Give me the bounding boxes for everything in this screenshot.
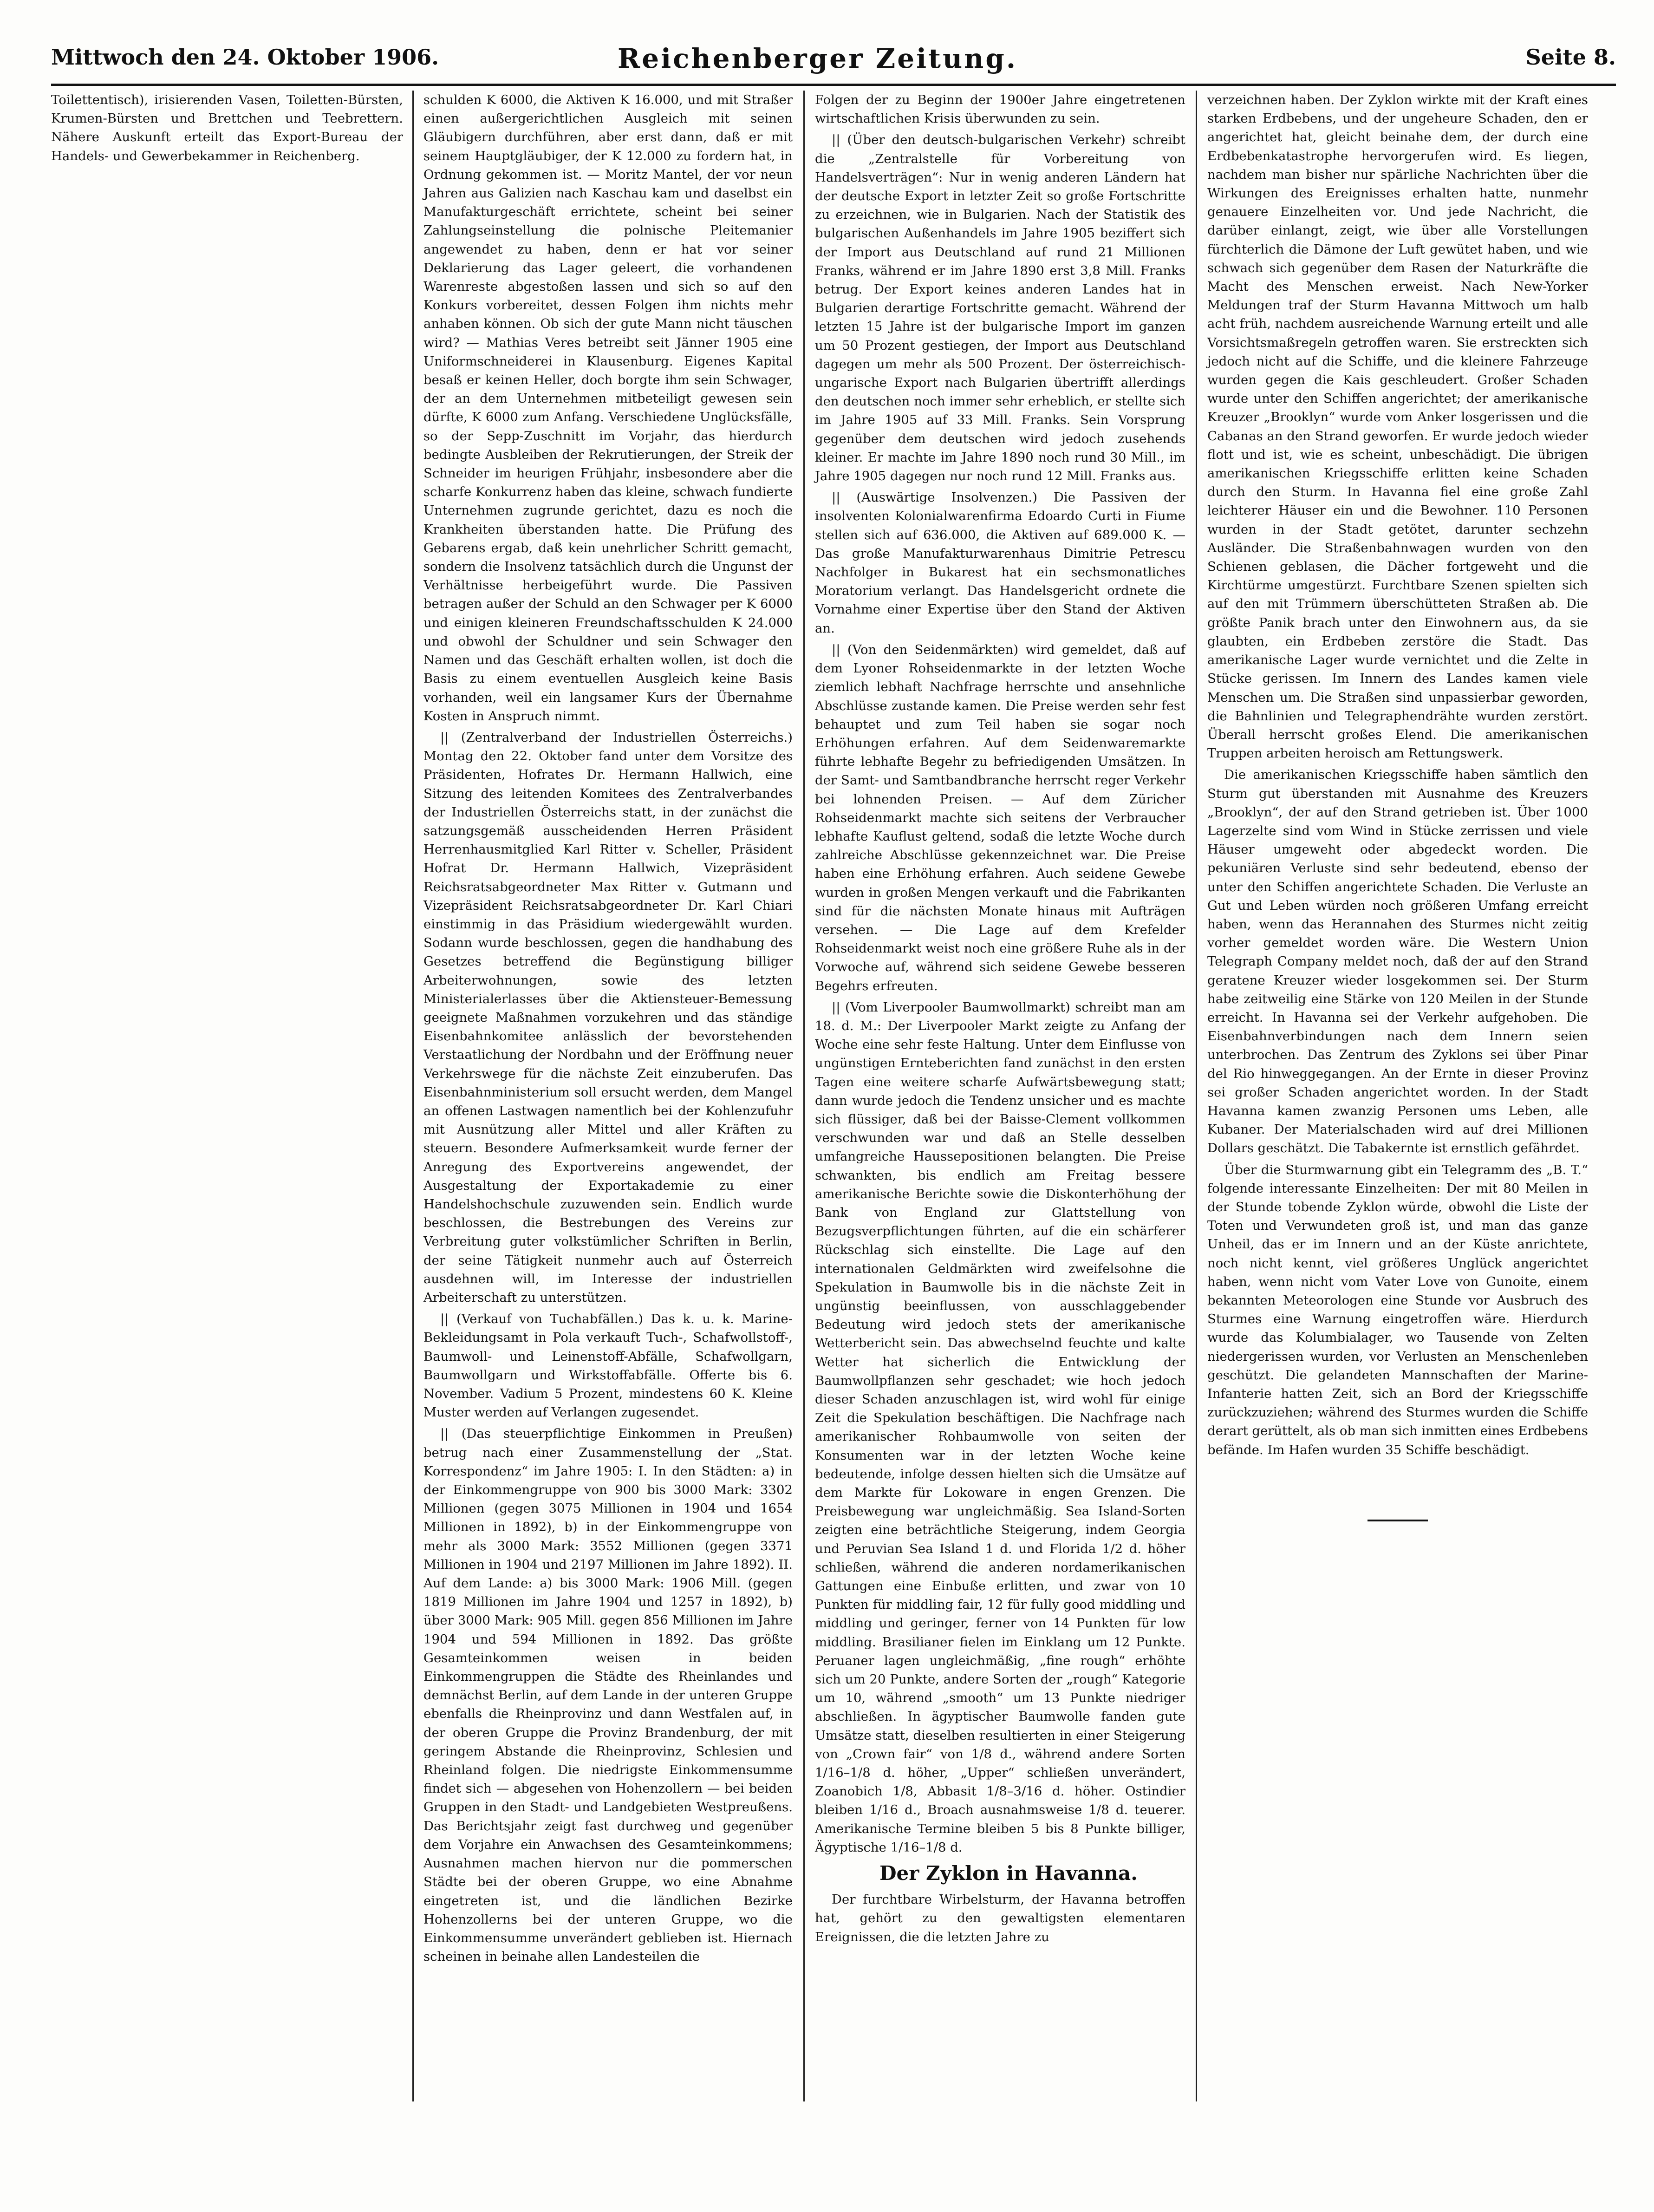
article-zentralverband: || (Zentralverband der Industriellen Österreichs.) Montag den 22. Oktober fand unter dem Vorsitze des Präsidenten, Hofrates Dr. Hermann Hallwich, eine Sitzung des leitenden Komitees des Zentralverbandes der Industriellen Österreichs statt, in der zunächst die satzungsgemäß ausscheidenden Herren Präsident Herrenhausmitglied Karl Ritter v. Scheller, Präsident Hofrat Dr. Hermann Hallwich, Vizepräsident Reichsratsabgeordneter Max Ritter v. Gutmann und Vizepräsident Reichsratsabgeordneter Dr. Karl Chiari einstimmig in das Präsidium wiedergewählt wurden. Sodann wurde beschlossen, gegen die handhabung des Gesetzes betreffend die Begünstigung billiger Arbeiterwohnungen, sowie des letzten Ministerialerlasses über die Aktiensteuer-Bemessung geeignete Maßnahmen vorzukehren und das ständige Eisenbahnkomitee anlässlich der bevorstehenden Verstaatlichung der Nordbahn und der Eröffnung neuer Verkehrswege für die nächste Zeit einzuberufen. Das Eisenbahnministerium soll ersucht werden, dem Mangel an offenen Lastwagen namentlich bei der Kohlenzufuhr mit Ausnützung aller Mittel und aller Kräften zu steuern. Besondere Aufmerksamkeit wurde ferner der Anregung des Exportvereins angewendet, der Ausgestaltung der Exportakademie zu einer Handelshochschule zuzuwenden sein. Endlich wurde beschlossen, die Bestrebungen des Vereins zur Verbreitung guter volkstümlicher Schriften in Berlin, der seine Tätigkeit nunmehr auch auf Österreich ausdehnen will, im Interesse der industriellen Arbeiterschaft zu unterstützen. <box>423 730 793 1305</box>
column-rule <box>1196 91 1197 2101</box>
article-deutsch-bulgarisch: || (Über den deutsch-bulgarischen Verkehr) schreibt die „Zentralstelle für Vorbereitung von Handelsverträgen“: Nur in wenig anderen Ländern hat der deutsche Export in letzter Zeit so große Fortschritte zu erzeichnen, wie in Bulgarien. Nach der Statistik des bulgarischen Außenhandels im Jahre 1905 beziffert sich der Import aus Deutschland auf rund 21 Millionen Franks, während er im Jahre 1890 erst 3,8 Mill. Franks betrug. Der Export keines anderen Landes hat in Bulgarien derartige Fortschritte gemacht. Während der letzten 15 Jahre ist der bulgarische Import im ganzen um 50 Prozent gestiegen, der Import aus Deutschland dagegen um mehr als 500 Prozent. Der österreichisch-ungarische Export nach Bulgarien übertrifft allerdings den deutschen noch immer sehr erheblich, er stellte sich im Jahre 1905 auf 33 Mill. Franks. Sein Vorsprung gegenüber dem deutschen wird jedoch zusehends kleiner. Er machte im Jahre 1890 noch rund 30 Mill., im Jahre 1905 dagegen nur noch rund 12 Mill. Franks aus. <box>815 132 1185 484</box>
article-seidenmaerkte: || (Von den Seidenmärkten) wird gemeldet, daß auf dem Lyoner Rohseidenmarkte in der letzten Woche ziemlich lebhaft Nachfrage herrschte und ansehnliche Abschlüsse zustande kamen. Die Preise werden sehr fest behauptet und zum Teil haben sie sogar noch Erhöhungen erfahren. Auf dem Seidenwaremarkte führte lebhafte Begehr zu befriedigenden Umsätzen. In der Samt- und Samtbandbranche herrscht reger Verkehr bei lohnenden Preisen. — Auf dem Züricher Rohseidenmarkt machte sich seitens der Verbraucher lebhafte Kauflust geltend, sodaß die letzte Woche durch zahlreiche Abschlüsse gekennzeichnet war. Die Preise haben eine Erhöhung erfahren. Auch seidene Gewebe wurden in großen Mengen verkauft und die Fabrikanten sind für die nächsten Monate hinaus mit Aufträgen versehen. — Die Lage auf dem Krefelder Rohseidenmarkt weist noch eine größere Ruhe als in der Vorwoche auf, während sich seidene Gewebe besseren Begehrs erfreuten. <box>815 642 1185 993</box>
article-text: Folgen der zu Beginn der 1900er Jahre eingetretenen wirtschaftlichen Krisis überwunden zu sein. <box>815 92 1185 126</box>
page-number: Seite 8. <box>1525 45 1616 70</box>
article-text: schulden K 6000, die Aktiven K 16.000, und mit Straßer einen außergerichtlichen Ausgleich mit seinen Gläubigern durchführen, aber erst dann, daß er mit seinem Hauptgläubiger, der K 12.000 zu fordern hat, in Ordnung gekommen ist. — Moritz Mantel, der vor neun Jahren aus Galizien nach Kaschau kam und daselbst ein Manufakturgeschäft errichtete, scheint bei seiner Zahlungseinstellung die polnische Pleitemanier angewendet zu haben, denn er hat vor seiner Deklarierung das Lager geleert, die vorhandenen Warenreste abgestoßen lassen und sich so auf den Konkurs vorbereitet, dessen Folgen ihm nichts mehr anhaben können. Ob sich der gute Mann nicht täuschen wird? — Mathias Veres betreibt seit Jänner 1905 eine Uniformschneiderei in Klausenburg. Eigenes Kapital besaß er keinen Heller, doch borgte ihm sein Schwager, der an dem Unternehmen mitbeteiligt gewesen sein dürfte, K 6000 zum Anfang. Verschiedene Unglücksfälle, so der Sepp-Zuschnitt im Vorjahr, das hierdurch bedingte Ausbleiben der Rekrutierungen, der Streik der Schneider im heurigen Frühjahr, insbesondere aber die scharfe Konkurrenz haben das kleine, schwach fundierte Unternehmen zugrunde gerichtet, dazu es noch die Krankheiten überstanden hatte. Die Prüfung des Gebarens ergab, daß kein unehrlicher Schritt gemacht, sondern die Insolvenz tatsächlich durch die Ungunst der Verhältnisse herbeigeführt wurde. Die Passiven betragen außer der Schuld an den Schwager per K 6000 und einigen kleineren Freundschaftsschulden K 24.000 und obwohl der Schuldner und sein Schwager den Namen und das Geschäft erhalten wollen, ist doch die Basis zu einem eventuellen Ausgleich keine Basis vorhanden, weil ein langsamer Kurs der Übernahme Kosten in Anspruch nimmt. <box>423 92 793 724</box>
header-rule <box>51 84 1616 86</box>
masthead <box>51 43 1616 75</box>
article-insolvenzen: || (Auswärtige Insolvenzen.) Die Passiven der insolventen Kolonialwarenfirma Edoardo Curti in Fiume stellen sich auf 636.000, die Aktiven auf 689.000 K. — Das große Manufakturwarenhaus Dimitrie Petrescu Nachfolger in Bukarest hat ein sechsmonatliches Moratorium verlangt. Das Handelsgericht ordnete die Vornahme einer Expertise über den Stand der Aktiven an. <box>815 490 1185 636</box>
article-zyklon-text: Die amerikanischen Kriegsschiffe haben sämtlich den Sturm gut überstanden mit Ausnahme des Kreuzers „Brooklyn“, der auf den Strand getrieben ist. Über 1000 Lagerzelte sind vom Wind in Stücke zerrissen und viele Häuser umgeweht oder abgedeckt worden. Die pekuniären Verluste sind sehr bedeutend, ebenso der unter den Schiffen angerichtete Schaden. Die Verluste an Gut und Leben würden noch größeren Umfang erreicht haben, wenn das Herannahen des Sturmes nicht zeitig vorher gemeldet worden wäre. Die Western Union Telegraph Company meldet noch, daß der auf den Strand geratene Kreuzer wieder losgekommen sei. Der Sturm habe zeitweilig eine Stärke von 120 Meilen in der Stunde erreicht. In Havanna sei der Verkehr aufgehoben. Die Eisenbahnverbindungen nach dem Innern seien unterbrochen. Das Zentrum des Zyklons sei über Pinar del Rio hinweggegangen. An der Ernte in dieser Provinz sei großer Schaden angerichtet worden. In der Stadt Havanna kamen zwanzig Personen ums Leben, alle Kubaner. Der Materialschaden wird auf drei Millionen Dollars geschätzt. Die Tabakernte ist ernstlich gefährdet. <box>1207 767 1588 1156</box>
column-rule <box>803 91 805 2101</box>
article-einkommen-preussen: || (Das steuerpflichtige Einkommen in Preußen) betrug nach einer Zusammenstellung der „Stat. Korrespondenz“ im Jahre 1905: I. In den Städten: a) in der Einkommengruppe von 900 bis 3000 Mark: 3302 Millionen (gegen 3075 Millionen in 1904 und 1654 Millionen in 1892), b) in der Einkommengruppe von mehr als 3000 Mark: 3552 Millionen (gegen 3371 Millionen in 1904 und 2197 Millionen im Jahre 1892). II. Auf dem Lande: a) bis 3000 Mark: 1906 Mill. (gegen 1819 Millionen im Jahre 1904 und 1257 in 1892), b) über 3000 Mark: 905 Mill. gegen 856 Millionen im Jahre 1904 und 594 Millionen in 1892. Das größte Gesamteinkommen weisen in beiden Einkommengruppen die Städte des Rheinlandes und demnächst Berlin, auf dem Lande in der unteren Gruppe ebenfalls die Rheinprovinz und dann Westfalen auf, in der oberen Gruppe die Provinz Brandenburg, der mit geringem Abstande die Rheinprovinz, Schlesien und Rheinland folgen. Die niedrigste Einkommensumme findet sich — abgesehen von Hohenzollern — bei beiden Gruppen in den Stadt- und Landgebieten Westpreußens. Das Berichtsjahr zeigt fast durchweg und gegenüber dem Vorjahre ein Anwachsen des Gesamteinkommens; Ausnahmen machen hiervon nur die pommerschen Städte bei der oberen Gruppe, wo eine Abnahme eingetreten ist, und die ländlichen Bezirke Hohenzollerns bei der unteren Gruppe, wo die Einkommensumme unverändert geblieben ist. Hiernach scheinen in beinahe allen Landesteilen die <box>423 1426 793 1964</box>
article-text: Toilettentisch), irisierenden Vasen, Toiletten-Bürsten, Krumen-Bürsten und Brettchen und Teebrettern. Nähere Auskunft erteilt das Export-Bureau der Handels- und Gewerbekammer in Reichenberg. <box>51 92 403 163</box>
article-zyklon-text: verzeichnen haben. Der Zyklon wirkte mit der Kraft eines starken Erdbebens, und der ungeheure Schaden, den er angerichtet hat, gleicht beinahe dem, der durch eine Erdbebenkatastrophe hervorgerufen wird. Es liegen, nachdem man bisher nur spärliche Nachrichten über die Wirkungen des Ereignisses erhalten hatte, nunmehr genauere Einzelheiten vor. Und jede Nachricht, die darüber einlangt, zeigt, wie über alle Vorstellungen fürchterlich die Dämone der Luft gewütet haben, und wie schwach sich gegenüber dem Rasen der Naturkräfte die Macht des Menschen erweist. Nach New-Yorker Meldungen traf der Sturm Havanna Mittwoch um halb acht früh, nachdem ausreichende Warnung erteilt und alle Vorsichtsmaßregeln getroffen waren. Sie erstreckten sich jedoch nicht auf die Schiffe, und die kleinere Fahrzeuge wurden gegen die Kais geschleudert. Großer Schaden wurde unter den Schiffen angerichtet; der amerikanische Kreuzer „Brooklyn“ wurde vom Anker losgerissen und die Cabanas an den Strand geworfen. Er wurde jedoch wieder flott und ist, wie es scheint, unbeschädigt. Die übrigen amerikanischen Kriegsschiffe erlitten keine Schaden durch den Sturm. In Havanna fiel eine große Zahl leichterer Häuser ein und die Bewohner. 110 Personen wurden in der Stadt getötet, darunter sechzehn Ausländer. Die Straßenbahnwagen wurden von den Schienen geblasen, die Dächer fortgeweht und die Kirchtürme umgestürzt. Furchtbare Szenen spielten sich auf den mit Trümmern überschütteten Straßen ab. Die größte Panik brach unter den Einwohnern aus, da sie glaubten, ein Erdbeben zerstöre die Stadt. Das amerikanische Lager wurde vernichtet und die Zelte in Stücke gerissen. Im Innern des Landes kamen viele Menschen um. Die Straßen sind unpassierbar geworden, die Bahnlinien und Telegraphendrähte wurden zerstört. Überall herrscht großes Elend. Die amerikanischen Truppen arbeiten heroisch am Rettungswerk. <box>1207 92 1588 761</box>
issue-date: Mittwoch den 24. Oktober 1906. <box>51 45 439 70</box>
article-headline: Der Zyklon in Havanna. <box>879 1862 1138 1885</box>
article-baumwollmarkt: || (Vom Liverpooler Baumwollmarkt) schreibt man am 18. d. M.: Der Liverpooler Markt zeigte zu Anfang der Woche eine sehr feste Haltung. Unter dem Einflusse von ungünstigen Ernteberichten fand zunächst in den ersten Tagen eine weitere scharfe Aufwärtsbewegung statt; dann wurde jedoch die Tendenz unsicher und es machte sich flüssiger, daß bei der Baisse-Clement vollkommen verschwunden war und daß an Stelle desselben umfangreiche Haussepositionen belangten. Die Preise schwankten, bis endlich am Freitag bessere amerikanische Berichte sowie die Diskonterhöhung der Bank von England zur Glattstellung von Bezugsverpflichtungen führten, auf die ein schärferer Rückschlag sich einstellte. Die Lage auf den internationalen Geldmärkten wird zweifelsohne die Spekulation in Baumwolle bis in die nächste Zeit in ungünstig beeinflussen, von ausschlaggebender Bedeutung wird jedoch stets der amerikanische Wetterbericht sein. Das abwechselnd feuchte und kalte Wetter hat sicherlich die Entwicklung der Baumwollpflanzen sehr geschadet; wie hoch jedoch dieser Schaden anzuschlagen ist, wird wohl für einige Zeit die Spekulation beschäftigen. Die Nachfrage nach amerikanischer Rohbaumwolle von seiten der Konsumenten war in der letzten Woche keine bedeutende, infolge dessen hielten sich die Umsätze auf dem Markte für Lokoware in engen Grenzen. Die Preisbewegung war ungleichmäßig. Sea Island-Sorten zeigten eine beträchtliche Steigerung, indem Georgia und Peruvian Sea Island 1 d. und Florida 1/2 d. höher schließen, während die anderen nordamerikanischen Gattungen eine Einbuße erlitten, und zwar von 10 Punkten für middling fair, 12 für fully good middling und middling und geringer, ferner von 14 Punkten für low middling. Brasilianer fielen im Einklang um 12 Punkte. Peruaner lagen ungleichmäßig, „fine rough“ erhöhte sich um 20 Punkte, andere Sorten der „rough“ Kategorie um 10, während „smooth“ um 13 Punkte niedriger abschließen. In ägyptischer Baumwolle fanden gute Umsätze statt, dieselben resultierten in einer Steigerung von „Crown fair“ von 1/8 d., während andere Sorten 1/16–1/8 d. höher, „Upper“ schließen unverändert, Zoanobich 1/8, Abbasit 1/8–3/16 d. höher. Ostindier bleiben 1/16 d., Broach ausnahmsweise 1/8 d. teuerer. Amerikanische Termine bleiben 5 bis 8 Punkte billiger, Ägyptische 1/16–1/8 d. <box>815 999 1185 1855</box>
newspaper-title: Reichenberger Zeitung. <box>618 43 1018 74</box>
article-tuchabfaelle: || (Verkauf von Tuchabfällen.) Das k. u. k. Marine-Bekleidungsamt in Pola verkauft Tuch-, Schafwollstoff-, Baumwoll- und Leinenstoff-Abfälle, Schafwollgarn, Baumwollgarn und Wirkstoffabfälle. Offerte bis 6. November. Vadium 5 Prozent, mindestens 60 K. Kleine Muster werden auf Verlangen zugesendet. <box>423 1312 793 1420</box>
article-zyklon-text: Über die Sturmwarnung gibt ein Telegramm des „B. T.“ folgende interessante Einzelheiten: Der mit 80 Meilen in der Stunde tobende Zyklon würde, obwohl die Liste der Toten und Verwundeten groß ist, und man das ganze Unheil, das er im Innern und an der Küste anrichtete, noch nicht kennt, viel größeres Unglück angerichtet haben, wenn nicht vom Vater Love von Gunoite, einem bekannten Meteorologen eine Stunde vor Ausbruch des Sturmes eine Warnung eingetroffen wäre. Hierdurch wurde das Kolumbialager, wo Tausende von Zelten niedergerissen wurden, vor Verlusten an Menschenleben geschützt. Die gelandeten Mannschaften der Marine-Infanterie hatten Zeit, sich an Bord der Kriegsschiffe zurückzuziehen; während des Sturmes wurden die Schiffe derart gerüttelt, als ob man sich inmitten eines Erdbebens befände. Im Hafen wurden 35 Schiffe beschädigt. <box>1207 1162 1588 1457</box>
column-2 <box>423 91 793 1966</box>
column-1 <box>51 91 403 165</box>
column-rule <box>412 91 414 2101</box>
article-zyklon-intro: Der furchtbare Wirbelsturm, der Havanna betroffen hat, gehört zu den gewaltigsten elementaren Ereignissen, die die letzten Jahre zu <box>815 1892 1185 1944</box>
column-3 <box>815 91 1185 1946</box>
column-4 <box>1207 91 1588 1521</box>
end-rule <box>1367 1520 1428 1521</box>
